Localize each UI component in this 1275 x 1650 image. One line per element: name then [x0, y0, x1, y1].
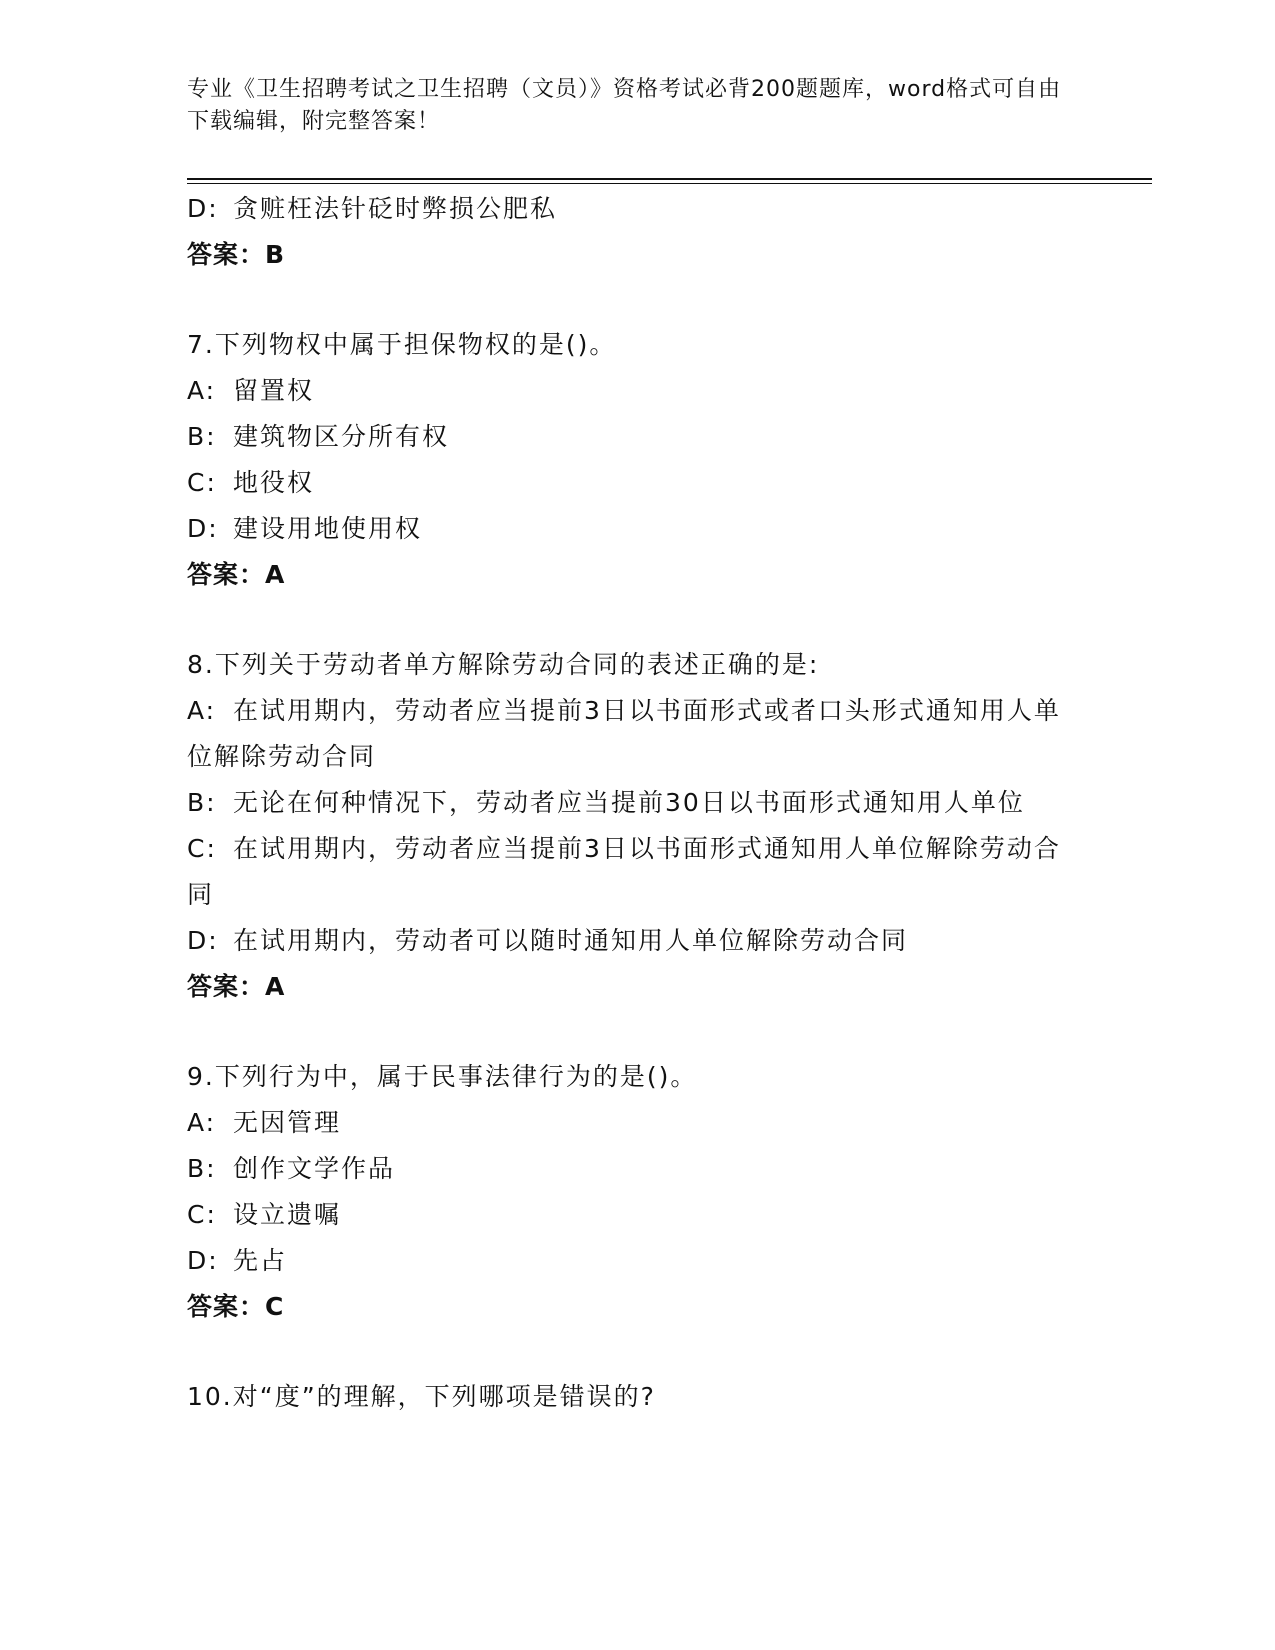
header-divider-thick [187, 178, 1152, 180]
option-text: 地役权 [233, 468, 315, 497]
option-text: 无因管理 [233, 1108, 342, 1137]
question-list [187, 186, 1087, 1420]
question-8-option-c [187, 826, 1087, 918]
question-9-option-d [187, 1238, 1087, 1284]
option-label: D: [187, 1246, 219, 1275]
option-label: D: [187, 194, 219, 223]
spacer [187, 1330, 1087, 1374]
question-8-option-a [187, 688, 1087, 780]
option-label: D: [187, 514, 219, 543]
option-label: B: [187, 1154, 217, 1183]
question-9-answer: 答案：C [187, 1292, 285, 1321]
question-7-option-a [187, 368, 1087, 414]
spacer [187, 278, 1087, 322]
question-7-option-c [187, 460, 1087, 506]
question-8-option-b [187, 780, 1087, 826]
question-7-option-b [187, 414, 1087, 460]
option-text: 在试用期内，劳动者可以随时通知用人单位解除劳动合同 [233, 926, 909, 955]
option-text: 先占 [233, 1246, 288, 1275]
question-9-option-c [187, 1192, 1087, 1238]
question-9-option-b [187, 1146, 1087, 1192]
option-label: C: [187, 1200, 217, 1229]
option-label: A: [187, 1108, 217, 1137]
option-label: B: [187, 422, 217, 451]
question-8-answer: 答案：A [187, 972, 286, 1001]
option-text: 留置权 [233, 376, 315, 405]
spacer [187, 1010, 1087, 1054]
option-label: C: [187, 468, 217, 497]
question-7-stem: 7.下列物权中属于担保物权的是()。 [187, 330, 617, 359]
option-text: 建筑物区分所有权 [233, 422, 450, 451]
option-text: 设立遗嘱 [233, 1200, 342, 1229]
question-9-stem: 9.下列行为中，属于民事法律行为的是()。 [187, 1062, 698, 1091]
prev-option-d [187, 186, 1087, 232]
prev-answer: 答案：B [187, 240, 286, 269]
page-header: 专业《卫生招聘考试之卫生招聘（文员）》资格考试必背200题题库，word格式可自由下载编辑，附完整答案！ [187, 77, 1062, 134]
option-label: A: [187, 376, 217, 405]
option-text: 创作文学作品 [233, 1154, 396, 1183]
question-10-stem: 10.对“度”的理解，下列哪项是错误的? [187, 1382, 656, 1411]
option-label: B: [187, 788, 217, 817]
option-text: 在试用期内，劳动者应当提前3日以书面形式或者口头形式通知用人单位解除劳动合同 [187, 696, 1061, 771]
option-text: 在试用期内，劳动者应当提前3日以书面形式通知用人单位解除劳动合同 [187, 834, 1061, 909]
header-divider-thin [187, 183, 1152, 184]
option-text: 建设用地使用权 [233, 514, 423, 543]
option-label: D: [187, 926, 219, 955]
option-label: A: [187, 696, 217, 725]
question-7-option-d [187, 506, 1087, 552]
option-label: C: [187, 834, 217, 863]
option-text: 无论在何种情况下，劳动者应当提前30日以书面形式通知用人单位 [233, 788, 1025, 817]
question-8-stem: 8.下列关于劳动者单方解除劳动合同的表述正确的是: [187, 650, 820, 679]
question-7-answer: 答案：A [187, 560, 286, 589]
question-9-option-a [187, 1100, 1087, 1146]
spacer [187, 598, 1087, 642]
option-text: 贪赃枉法针砭时弊损公肥私 [233, 194, 558, 223]
question-8-option-d [187, 918, 1087, 964]
